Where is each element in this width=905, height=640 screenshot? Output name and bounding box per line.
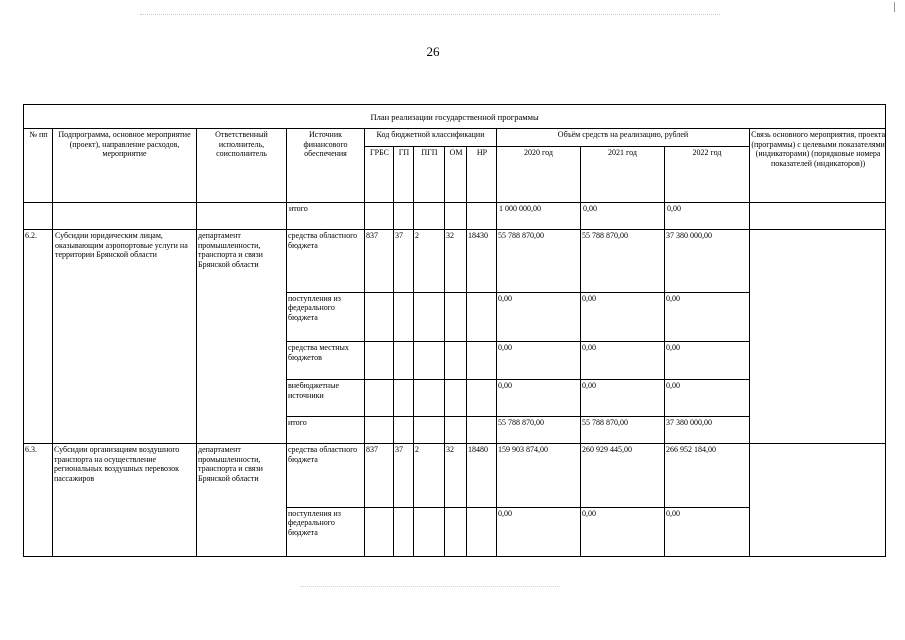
cell-2020: 0,00 <box>497 292 581 341</box>
cell-grbs <box>365 507 394 557</box>
cell-2022: 0,00 <box>665 202 750 229</box>
cell-2020: 0,00 <box>497 380 581 416</box>
table-row <box>24 202 886 229</box>
cell-pgp <box>414 507 445 557</box>
cell-source: поступления из федерального бюджета <box>287 292 365 341</box>
cell-2021: 55 788 870,00 <box>581 230 665 293</box>
cell-om <box>445 202 467 229</box>
cell-nr <box>467 292 497 341</box>
cell-source: средства областного бюджета <box>287 230 365 293</box>
cell-2021: 0,00 <box>581 292 665 341</box>
cell-2022: 37 380 000,00 <box>665 416 750 443</box>
cell-source: итого <box>287 416 365 443</box>
header-grbs: ГРБС <box>365 147 394 202</box>
cell-2022: 0,00 <box>665 380 750 416</box>
header-link: Связь основного мероприятия, проекта (программы) с целевыми показателями (индикаторами) (порядковые номера показателей (индикаторов)) <box>750 129 886 203</box>
cell-nr <box>467 380 497 416</box>
cell-grbs <box>365 292 394 341</box>
cell-executor: департамент промышленности, транспорта и связи Брянской области <box>197 230 287 444</box>
cell-subprogram <box>53 202 197 229</box>
cell-source: поступления из федерального бюджета <box>287 507 365 557</box>
header-nr: НР <box>467 147 497 202</box>
header-pgp: ПГП <box>414 147 445 202</box>
table-row <box>24 443 886 507</box>
header-num: № пп <box>24 129 53 203</box>
table-title: План реализации государственной программы <box>24 105 886 129</box>
cell-om <box>445 342 467 380</box>
cell-source: средства местных бюджетов <box>287 342 365 380</box>
scan-noise-bottom <box>300 586 560 587</box>
cell-nr <box>467 416 497 443</box>
cell-gp <box>394 416 414 443</box>
cell-pgp: 2 <box>414 230 445 293</box>
cell-source: средства областного бюджета <box>287 443 365 507</box>
cell-2021: 55 788 870,00 <box>581 416 665 443</box>
table-row <box>24 230 886 293</box>
cell-grbs <box>365 416 394 443</box>
cell-pgp: 2 <box>414 443 445 507</box>
cell-2022: 0,00 <box>665 507 750 557</box>
cell-om <box>445 292 467 341</box>
header-year-2020: 2020 год <box>497 147 581 202</box>
cell-2021: 0,00 <box>581 202 665 229</box>
cell-source: итого <box>287 202 365 229</box>
cell-grbs <box>365 202 394 229</box>
cell-num: 6.3. <box>24 443 53 556</box>
cell-grbs <box>365 380 394 416</box>
cell-om <box>445 380 467 416</box>
cell-grbs: 837 <box>365 443 394 507</box>
cell-om: 32 <box>445 443 467 507</box>
cell-2020: 55 788 870,00 <box>497 230 581 293</box>
cell-2022: 0,00 <box>665 342 750 380</box>
cell-source: внебюджетные источники <box>287 380 365 416</box>
cell-nr <box>467 202 497 229</box>
cell-subprogram: Субсидии организациям воздушного транспорта на осуществление региональных воздушных перевозок пассажиров <box>53 443 197 556</box>
cell-om <box>445 507 467 557</box>
cell-pgp <box>414 202 445 229</box>
header-source: Источник финансового обеспечения <box>287 129 365 203</box>
cell-num: 6.2. <box>24 230 53 444</box>
cell-executor <box>197 202 287 229</box>
header-year-2021: 2021 год <box>581 147 665 202</box>
cell-2021: 0,00 <box>581 342 665 380</box>
cell-gp: 37 <box>394 230 414 293</box>
header-budget-code: Код бюджетной классификации <box>365 129 497 147</box>
header-executor: Ответственный исполнитель, соисполнитель <box>197 129 287 203</box>
header-gp: ГП <box>394 147 414 202</box>
page-number: 26 <box>426 44 440 59</box>
title-row <box>24 105 886 129</box>
cell-executor: департамент промышленности, транспорта и связи Брянской области <box>197 443 287 556</box>
cell-2022: 266 952 184,00 <box>665 443 750 507</box>
header-om: ОМ <box>445 147 467 202</box>
cell-gp: 37 <box>394 443 414 507</box>
cell-pgp <box>414 342 445 380</box>
cell-om <box>445 416 467 443</box>
cell-nr <box>467 507 497 557</box>
cell-num <box>24 202 53 229</box>
header-year-2022: 2022 год <box>665 147 750 202</box>
cell-pgp <box>414 416 445 443</box>
cell-subprogram: Субсидии юридическим лицам, оказывающим аэропортовые услуги на территории Брянской области <box>53 230 197 444</box>
header-row-1 <box>24 129 886 147</box>
cell-2021: 0,00 <box>581 507 665 557</box>
cell-2022: 37 380 000,00 <box>665 230 750 293</box>
cell-2020: 0,00 <box>497 342 581 380</box>
header-volume: Объём средств на реализацию, рублей <box>497 129 750 147</box>
cell-nr: 18430 <box>467 230 497 293</box>
program-plan-table <box>23 104 886 557</box>
cell-gp <box>394 380 414 416</box>
cell-nr <box>467 342 497 380</box>
cell-2020: 1 000 000,00 <box>497 202 581 229</box>
cell-pgp <box>414 380 445 416</box>
cell-link <box>750 230 886 444</box>
cell-gp <box>394 202 414 229</box>
scan-noise-top <box>140 14 720 19</box>
scan-edge-mark <box>894 2 895 12</box>
cell-nr: 18480 <box>467 443 497 507</box>
cell-om: 32 <box>445 230 467 293</box>
cell-2020: 0,00 <box>497 507 581 557</box>
cell-gp <box>394 342 414 380</box>
cell-gp <box>394 507 414 557</box>
cell-2021: 0,00 <box>581 380 665 416</box>
cell-link <box>750 202 886 229</box>
cell-link <box>750 443 886 556</box>
cell-2021: 260 929 445,00 <box>581 443 665 507</box>
header-subprogram: Подпрограмма, основное мероприятие (проект), направление расходов, мероприятие <box>53 129 197 203</box>
cell-pgp <box>414 292 445 341</box>
cell-2022: 0,00 <box>665 292 750 341</box>
cell-2020: 159 903 874,00 <box>497 443 581 507</box>
cell-grbs: 837 <box>365 230 394 293</box>
cell-grbs <box>365 342 394 380</box>
cell-2020: 55 788 870,00 <box>497 416 581 443</box>
cell-gp <box>394 292 414 341</box>
